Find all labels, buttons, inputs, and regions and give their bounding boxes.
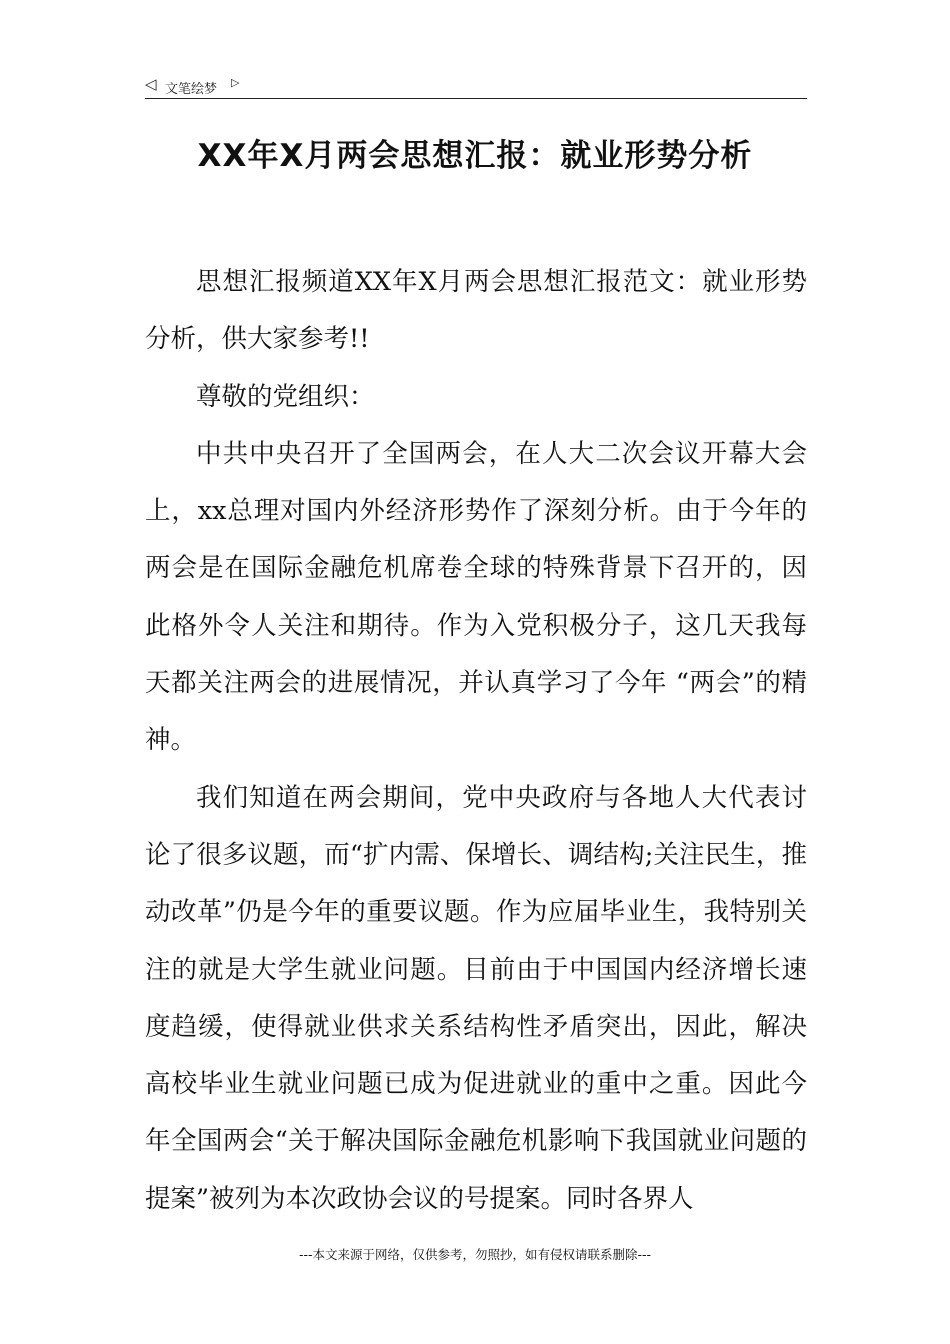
intro-paragraph: 思想汇报频道XX年X月两会思想汇报范文：就业形势分析，供大家参考!! — [145, 267, 807, 355]
salutation: 尊敬的党组织： — [196, 381, 375, 412]
document-body — [145, 254, 807, 1228]
page-header — [145, 74, 807, 99]
left-triangle-icon: ◁ — [145, 75, 157, 93]
right-triangle-icon: ▷ — [231, 76, 240, 89]
body-paragraph: 中共中央召开了全国两会，在人大二次会议开幕大会上，xx总理对国内外经济形势作了深刻分析。由于今年的两会是在国际金融危机席卷全球的特殊背景下召开的，因此格外令人关注和期待。作为入党积极分子，这几天我每天都关注两会的进展情况，并认真学习了今年 “两会”的精神。 — [145, 438, 807, 756]
page-footer: ---本文来源于网络，仅供参考，勿照抄，如有侵权请联系删除--- — [298, 1247, 652, 1262]
header-brand: 文笔绘梦 — [165, 82, 218, 97]
document-title: XX年X月两会思想汇报：就业形势分析 — [197, 138, 753, 174]
body-paragraph: 我们知道在两会期间，党中央政府与各地人大代表讨论了很多议题，而“扩内需、保增长、调结构;关注民生，推动改革”仍是今年的重要议题。作为应届毕业生，我特别关注的就是大学生就业问题。目前由于中国国内经济增长速度趋缓，使得就业供求关系结构性矛盾突出，因此，解决高校毕业生就业问题已成为促进就业的重中之重。因此今年全国两会“关于解决国际金融危机影响下我国就业问题的提案”被列为本次政协会议的号提案。同时各界人 — [145, 782, 807, 1214]
